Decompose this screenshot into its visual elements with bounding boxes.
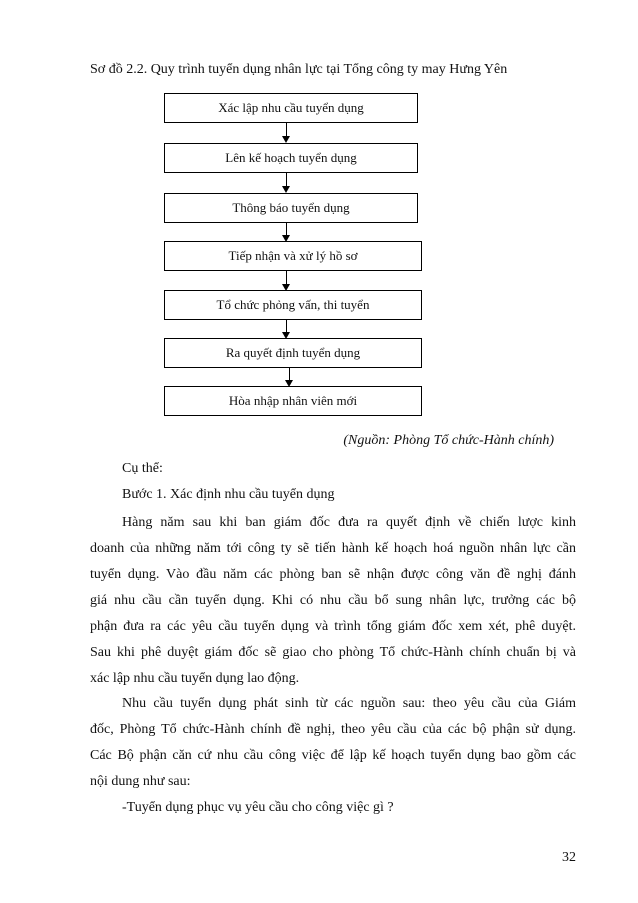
paragraph-1 <box>90 510 576 692</box>
flow-arrow-5 <box>286 320 287 332</box>
paragraph-2-line-1: Nhu cầu tuyển dụng phát sinh từ các nguồn sau: theo yêu cầu của Giám <box>122 696 576 711</box>
flow-arrow-4 <box>286 271 287 284</box>
source-note: (Nguồn: Phòng Tổ chức-Hành chính) <box>343 433 554 448</box>
flow-arrow-1 <box>286 123 287 136</box>
paragraph-1-line-2: doanh của những năm tới công ty sẽ tiến hành kế hoạch hoá nguồn nhân lực cần <box>90 541 576 556</box>
paragraph-1-line-7: xác lập nhu cầu tuyển dụng lao động. <box>90 671 300 686</box>
paragraph-1-line-3: tuyển dụng. Vào đầu năm các phòng ban sẽ nhận được công văn đề nghị đánh <box>90 567 576 582</box>
paragraph-1-line-6: Sau khi phê duyệt giám đốc sẽ giao cho phòng Tổ chức-Hành chính chuẩn bị và <box>90 645 576 660</box>
flow-arrow-head-1 <box>282 136 290 143</box>
flow-arrow-2 <box>286 173 287 186</box>
flow-arrow-6 <box>289 368 290 380</box>
paragraph-2-line-4: nội dung như sau: <box>90 774 191 789</box>
flow-step-7: Hòa nhập nhân viên mới <box>164 386 422 416</box>
recruitment-flowchart <box>0 0 638 440</box>
paragraph-1-line-4: giá nhu cầu cần tuyển dụng. Khi có nhu cầu bổ sung nhân lực, trưởng các bộ <box>90 593 576 608</box>
flow-step-1: Xác lập nhu cầu tuyển dụng <box>164 93 418 123</box>
flow-step-6: Ra quyết định tuyển dụng <box>164 338 422 368</box>
diagram-caption: Sơ đồ 2.2. Quy trình tuyển dụng nhân lực tại Tổng công ty may Hưng Yên <box>90 62 508 77</box>
flow-step-5: Tổ chức phỏng vấn, thi tuyển <box>164 290 422 320</box>
flow-step-3: Thông báo tuyển dụng <box>164 193 418 223</box>
paragraph-1-line-5: phận đưa ra các yêu cầu tuyển dụng và trình tổng giám đốc xem xét, phê duyệt. <box>90 619 576 634</box>
flow-arrow-head-2 <box>282 186 290 193</box>
step-1-heading: Bước 1. Xác định nhu cầu tuyển dụng <box>122 487 335 502</box>
flow-step-2: Lên kế hoạch tuyển dụng <box>164 143 418 173</box>
specific-label: Cụ thể: <box>122 461 163 476</box>
flow-step-4: Tiếp nhận và xử lý hồ sơ <box>164 241 422 271</box>
paragraph-1-line-1: Hàng năm sau khi ban giám đốc đưa ra quyết định về chiến lược kinh <box>122 515 576 530</box>
bullet-line: -Tuyển dụng phục vụ yêu cầu cho công việc gì ? <box>122 800 394 815</box>
paragraph-2 <box>90 691 576 795</box>
paragraph-2-line-3: Các Bộ phận căn cứ nhu cầu công việc để lập kế hoạch tuyển dụng bao gồm các <box>90 748 576 763</box>
paragraph-2-line-2: đốc, Phòng Tổ chức-Hành chính đề nghị, theo yêu cầu của các bộ phận sử dụng. <box>90 722 576 737</box>
page-number: 32 <box>562 850 576 865</box>
flow-arrow-3 <box>286 223 287 235</box>
